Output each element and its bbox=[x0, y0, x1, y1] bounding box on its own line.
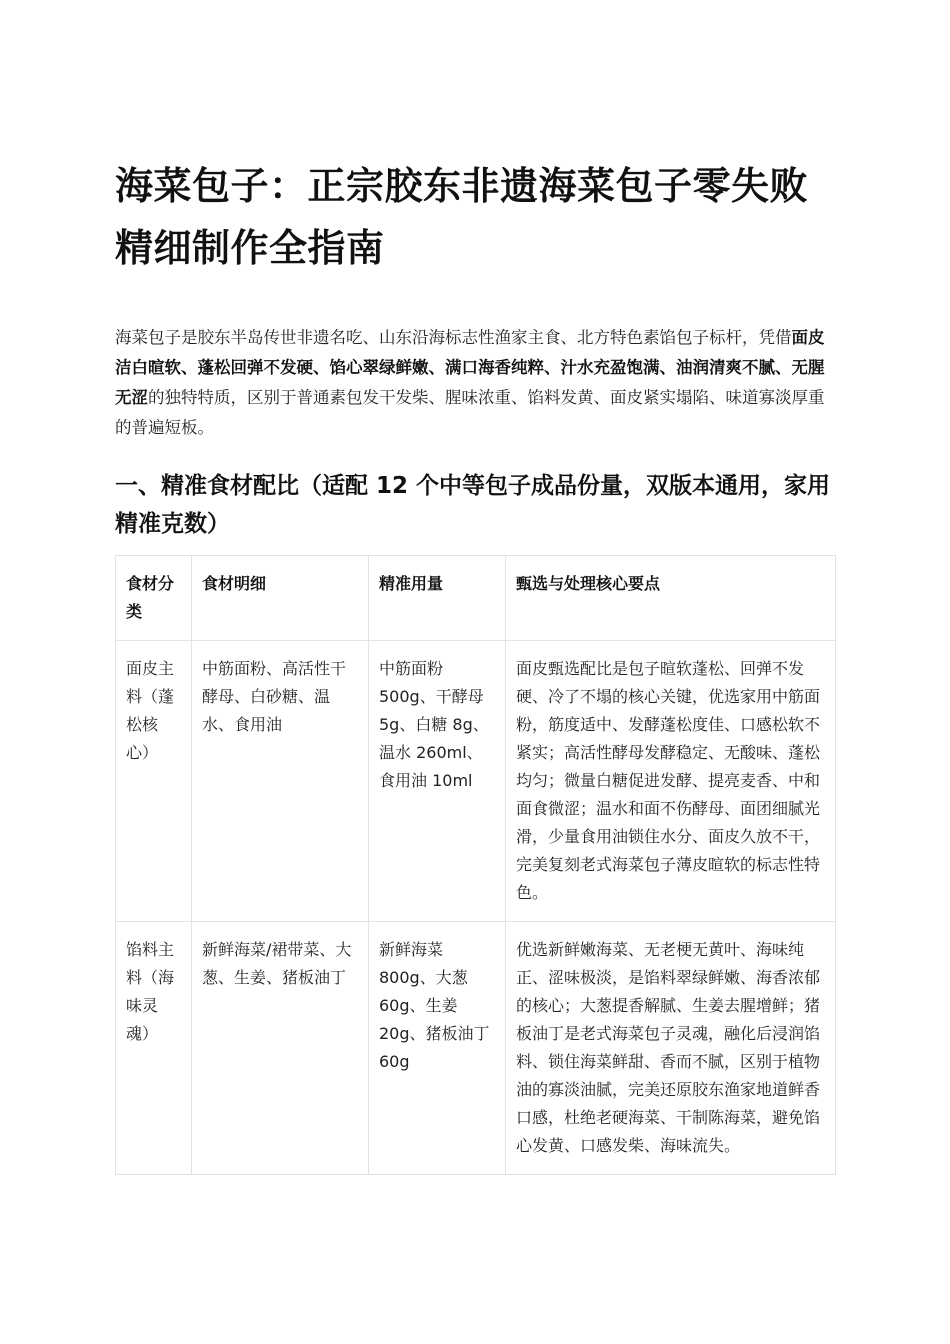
cell-notes: 优选新鲜嫩海菜、无老梗无黄叶、海味纯正、涩味极淡，是馅料翠绿鲜嫩、海香浓郁的核心；大葱提香解腻、生姜去腥增鲜；猪板油丁是老式海菜包子灵魂，融化后浸润馅料、锁住海菜鲜甜、香而不腻，区别于植物油的寡淡油腻，完美还原胶东渔家地道鲜香口感，杜绝老硬海菜、干制陈海菜，避免馅心发黄、口感发柴、海味流失。 bbox=[506, 922, 836, 1175]
document-page bbox=[115, 155, 835, 1175]
cell-category: 面皮主料（蓬松核心） bbox=[116, 641, 192, 922]
section-heading-ingredients: 一、精准食材配比（适配 12 个中等包子成品份量，双版本通用，家用精准克数） bbox=[115, 473, 831, 537]
header-category: 食材分类 bbox=[116, 556, 192, 641]
cell-amount: 新鲜海菜 800g、大葱 60g、生姜 20g、猪板油丁 60g bbox=[369, 922, 506, 1175]
cell-amount: 中筋面粉 500g、干酵母 5g、白糖 8g、温水 260ml、食用油 10ml bbox=[369, 641, 506, 922]
intro-text-1: 海菜包子是胶东半岛传世非遗名吃、山东沿海标志性渔家主食、北方特色素馅包子标杆，凭借 bbox=[115, 328, 792, 347]
ingredients-table bbox=[115, 555, 836, 1175]
cell-category: 馅料主料（海味灵魂） bbox=[116, 922, 192, 1175]
header-items: 食材明细 bbox=[192, 556, 369, 641]
cell-notes: 面皮甄选配比是包子暄软蓬松、回弹不发硬、冷了不塌的核心关键，优选家用中筋面粉，筋度适中、发酵蓬松度佳、口感松软不紧实；高活性酵母发酵稳定、无酸味、蓬松均匀；微量白糖促进发酵、提亮麦香、中和面食微涩；温水和面不伤酵母、面团细腻光滑，少量食用油锁住水分、面皮久放不干，完美复刻老式海菜包子薄皮暄软的标志性特色。 bbox=[506, 641, 836, 922]
intro-bold-text: 面皮洁白暄软、蓬松回弹不发硬、馅心翠绿鲜嫩、满口海香纯粹、汁水充盈饱满、油润清爽不腻、无腥无涩 bbox=[115, 328, 825, 407]
cell-items: 新鲜海菜/裙带菜、大葱、生姜、猪板油丁 bbox=[192, 922, 369, 1175]
intro-paragraph bbox=[115, 323, 835, 443]
page-title: 海菜包子：正宗胶东非遗海菜包子零失败精细制作全指南 bbox=[115, 164, 809, 270]
header-amount: 精准用量 bbox=[369, 556, 506, 641]
table-row bbox=[116, 641, 836, 922]
table-header-row bbox=[116, 556, 836, 641]
intro-text-2: 的独特特质，区别于普通素包发干发柴、腥味浓重、馅料发黄、面皮紧实塌陷、味道寡淡厚重的普遍短板。 bbox=[115, 388, 825, 437]
table-row bbox=[116, 922, 836, 1175]
cell-items: 中筋面粉、高活性干酵母、白砂糖、温水、食用油 bbox=[192, 641, 369, 922]
header-notes: 甄选与处理核心要点 bbox=[506, 556, 836, 641]
